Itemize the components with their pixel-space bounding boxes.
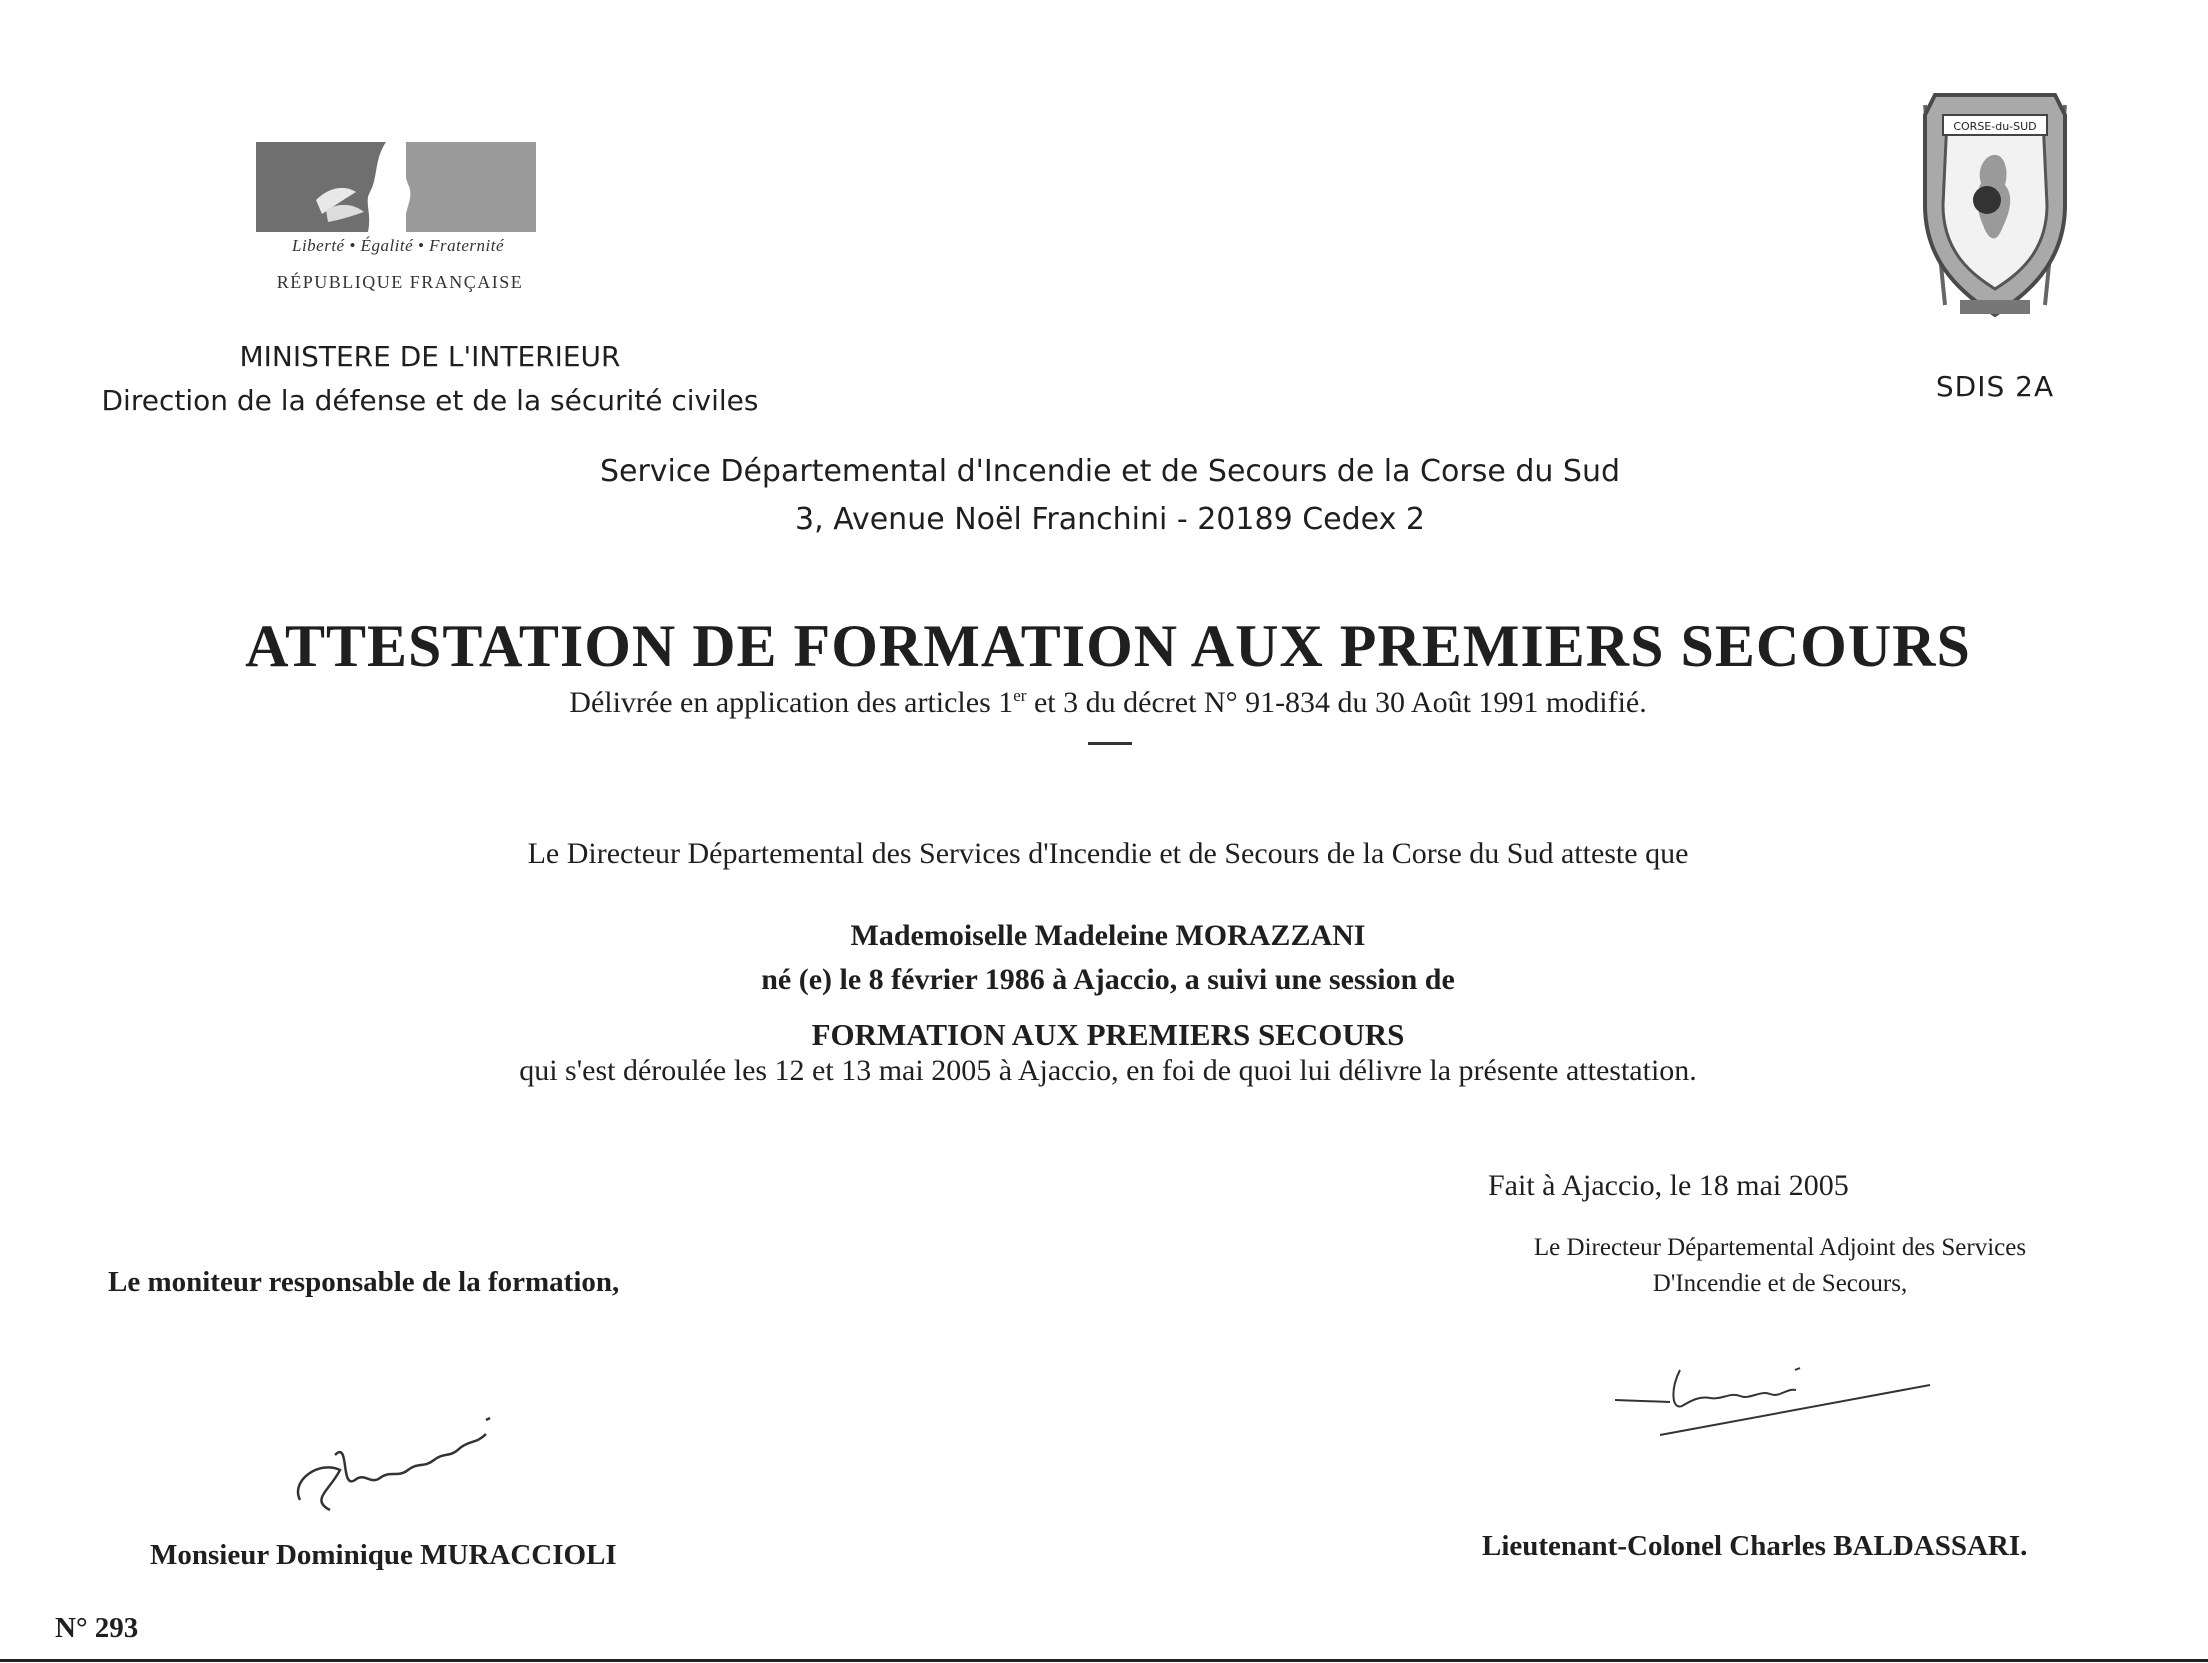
crest-label: CORSE-du-SUD <box>1953 120 2037 133</box>
deputy-title-line2: D'Incendie et de Secours, <box>1652 1270 1908 1297</box>
deputy-signature <box>1610 1340 1940 1440</box>
decree-text-after: et 3 du décret N° 91-834 du 30 Août 1991 modifié. <box>1026 686 1647 719</box>
ministry-block <box>60 335 800 423</box>
service-block <box>400 448 1820 544</box>
service-address: 3, Avenue Noël Franchini - 20189 Cedex 2 <box>795 502 1425 537</box>
certificate-number: N° 293 <box>55 1612 139 1644</box>
course-title: FORMATION AUX PREMIERS SECOURS <box>811 1017 1405 1052</box>
sdis-code: SDIS 2A <box>1935 370 2055 403</box>
decree-text-before: Délivrée en application des articles 1 <box>569 686 1014 719</box>
ministry-direction: Direction de la défense et de la sécurité civiles <box>101 384 759 417</box>
decree-superscript: er <box>1013 686 1027 705</box>
separator-dash <box>1088 742 1132 745</box>
deputy-director-title <box>1460 1230 2100 1302</box>
bottom-border <box>0 1659 2208 1662</box>
director-statement: Le Directeur Départemental des Services d'Incendie et de Secours de la Corse du Sud atteste que <box>527 837 1689 870</box>
republic-motto: Liberté • Égalité • Fraternité <box>292 236 504 255</box>
candidate-birth: né (e) le 8 février 1986 à Ajaccio, a suivi une session de <box>761 963 1455 996</box>
instructor-name: Monsieur Dominique MURACCIOLI <box>150 1539 617 1571</box>
deputy-name: Lieutenant-Colonel Charles BALDASSARI. <box>1482 1530 2028 1562</box>
instructor-signature <box>280 1360 530 1520</box>
corse-du-sud-crest <box>1905 75 2085 335</box>
service-name: Service Départemental d'Incendie et de Secours de la Corse du Sud <box>599 454 1621 489</box>
candidate-block <box>100 914 2116 1002</box>
attestation-title: ATTESTATION DE FORMATION AUX PREMIERS SECOURS <box>245 613 1971 679</box>
ministry-name: MINISTERE DE L'INTERIEUR <box>239 340 621 373</box>
deputy-title-line1: Le Directeur Départemental Adjoint des Services <box>1533 1234 2027 1261</box>
instructor-role: Le moniteur responsable de la formation, <box>108 1266 620 1298</box>
candidate-name: Mademoiselle Madeleine MORAZZANI <box>850 919 1366 952</box>
decree-reference <box>100 686 2116 720</box>
republic-name: RÉPUBLIQUE FRANÇAISE <box>276 272 524 292</box>
session-statement: qui s'est déroulée les 12 et 13 mai 2005 à Ajaccio, en foi de quoi lui délivre la présente attestation. <box>519 1054 1697 1087</box>
place-date: Fait à Ajaccio, le 18 mai 2005 <box>1488 1169 1849 1202</box>
